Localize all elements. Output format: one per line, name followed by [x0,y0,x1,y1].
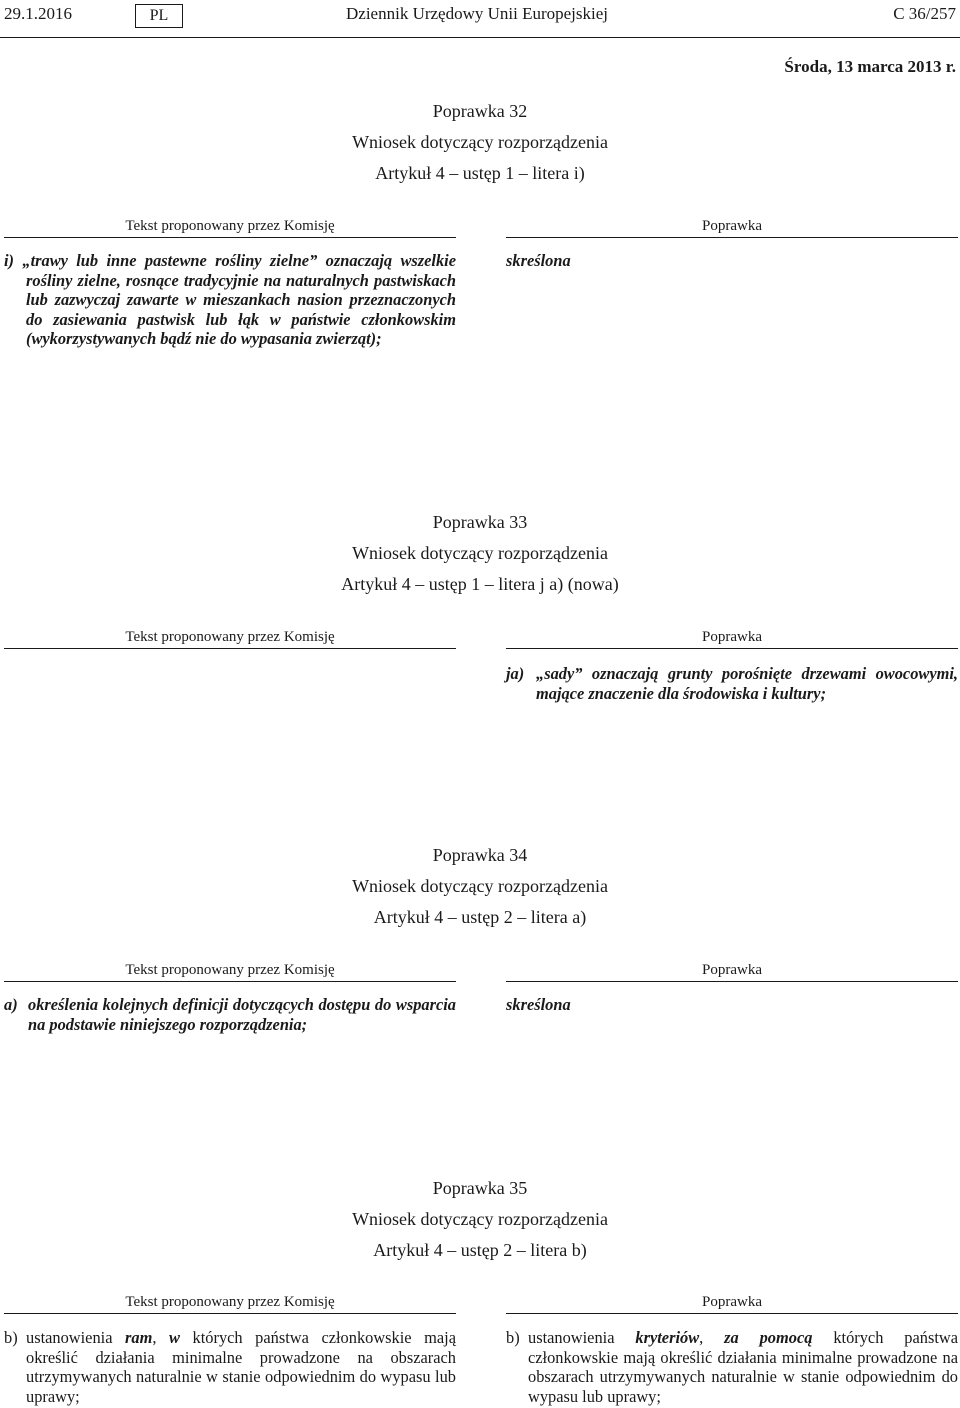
item-text: ustanowienia kryteriów, za pomocą których państwa członkowskie mają określić działania minimalne prowadzone na obszarach utrzymywanych naturalnie w stanie odpowiednim do wypasu lub uprawy; [528,1328,958,1406]
article-reference: Artykuł 4 – ustęp 2 – litera a) [373,907,587,927]
column-heading-commission: Tekst proponowany przez Komisję [4,959,456,982]
commission-text [4,251,456,349]
amendment-33-heading [0,507,960,600]
item-text: ustanowienia ram, w których państwa członkowskie mają określić działania minimalne prowadzone na obszarach utrzymywanych naturalnie w stanie odpowiednim do wypasu lub uprawy; [26,1328,456,1406]
amendment-32-heading [0,96,960,189]
emphasis: w [169,1328,180,1347]
commission-text [4,995,456,1034]
amendment-text [506,1328,958,1406]
amendment-number: Poprawka 33 [432,512,528,532]
page-reference: C 36/257 [893,4,956,23]
emphasis: kryteriów [635,1328,700,1347]
amendment-text: skreślona [506,995,571,1014]
proposal-title: Wniosek dotyczący rozporządzenia [352,132,608,152]
proposal-title: Wniosek dotyczący rozporządzenia [352,1209,608,1229]
commission-text [4,1328,456,1406]
emphasis: ram [125,1328,153,1347]
column-heading-amendment: Poprawka [506,959,958,982]
article-reference: Artykuł 4 – ustęp 1 – litera i) [375,163,585,183]
item-label: b) [4,1328,18,1347]
column-heading-commission: Tekst proponowany przez Komisję [4,626,456,649]
item-label: ja) [506,664,525,683]
header-date: 29.1.2016 [4,4,72,23]
proposal-title: Wniosek dotyczący rozporządzenia [352,543,608,563]
item-text: „sady” oznaczają grunty porośnięte drzewami owocowymi, mające znaczenie dla środowiska i kultury; [536,664,958,703]
column-heading-amendment: Poprawka [506,215,958,238]
article-reference: Artykuł 4 – ustęp 1 – litera j a) (nowa) [341,574,619,594]
amendment-34-heading [0,840,960,933]
journal-title: Dziennik Urzędowy Unii Europejskiej [346,4,609,23]
column-heading-commission: Tekst proponowany przez Komisję [4,1291,456,1314]
article-reference: Artykuł 4 – ustęp 2 – litera b) [373,1240,587,1260]
proposal-title: Wniosek dotyczący rozporządzenia [352,876,608,896]
item-label: b) [506,1328,520,1347]
amendment-text [506,664,958,703]
column-heading-commission: Tekst proponowany przez Komisję [4,215,456,238]
amendment-35-heading [0,1173,960,1266]
amendment-number: Poprawka 32 [432,101,528,121]
sitting-date: Środa, 13 marca 2013 r. [784,57,956,76]
item-label: i) [4,251,15,270]
item-text: „trawy lub inne pastewne rośliny zielne” oznaczają wszelkie rośliny zielne, rosnące tradycyjnie na naturalnych pastwiskach lub zazwyczaj zawarte w mieszankach nasion przeznaczonych do zasiewania pastwisk lub łąk w państwie członkowskim (wykorzystywanych bądź nie do wypasania zwierząt); [22,251,456,348]
column-heading-amendment: Poprawka [506,1291,958,1314]
item-text: określenia kolejnych definicji dotyczących dostępu do wsparcia na podstawie niniejszego rozporządzenia; [28,995,456,1034]
amendment-number: Poprawka 34 [432,845,528,865]
amendment-text: skreślona [506,251,571,270]
column-heading-amendment: Poprawka [506,626,958,649]
header-rule [0,37,960,38]
language-badge: PL [135,4,183,28]
amendment-number: Poprawka 35 [432,1178,528,1198]
emphasis: za pomocą [724,1328,813,1347]
item-label: a) [4,995,18,1014]
